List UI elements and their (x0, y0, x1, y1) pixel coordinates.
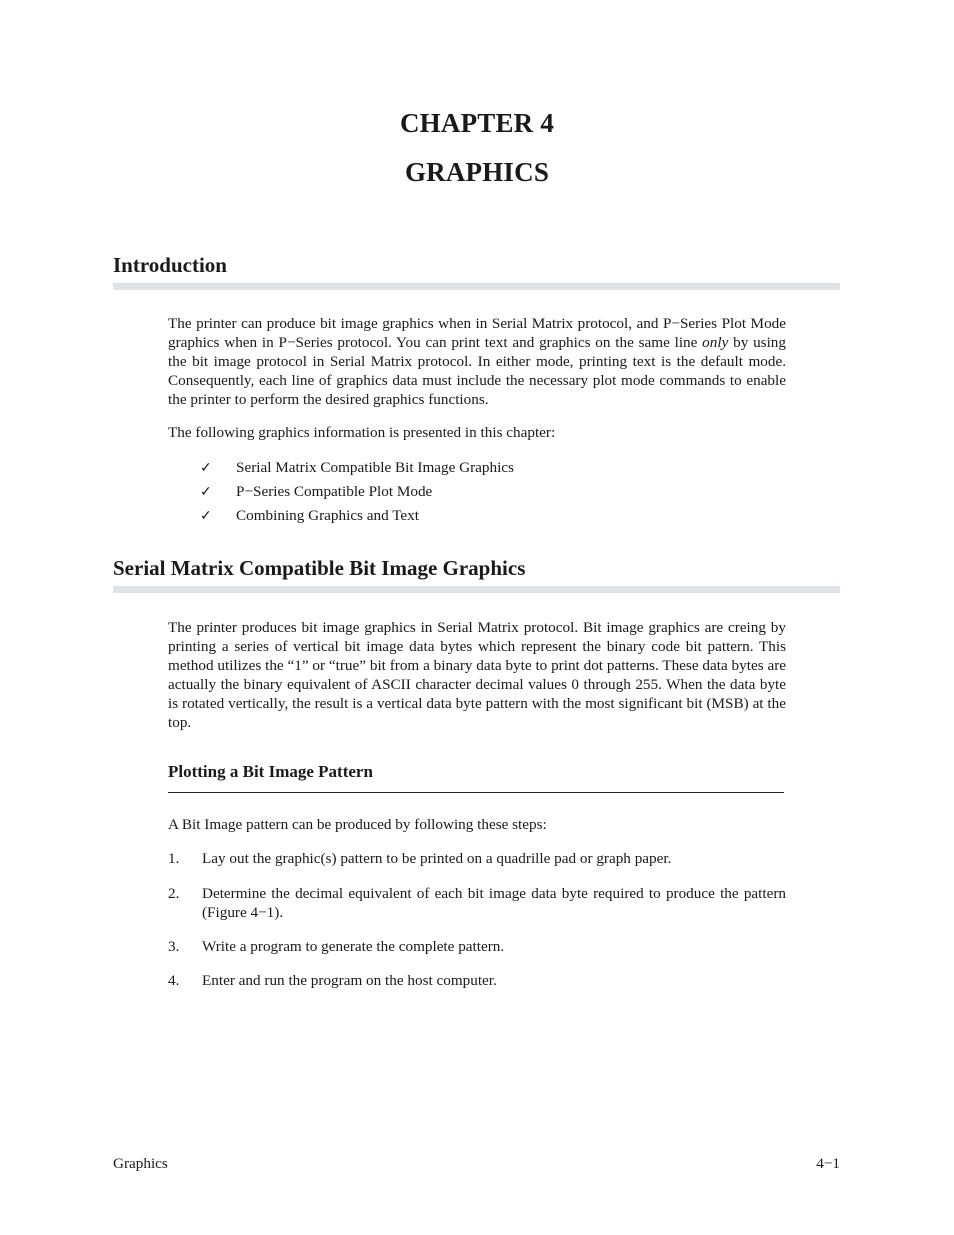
section-divider (113, 586, 840, 593)
intro-paragraph (168, 314, 786, 409)
serial-matrix-paragraph: The printer produces bit image graphics in Serial Matrix protocol. Bit image graphics are creing by printing a series of vertical bit image data bytes which represent the binary code bit pattern. This method utilizes the “1” or “true” bit from a binary data byte to print dot patterns. These data bytes are actually the binary equivalent of ASCII character decimal values 0 through 255. When the data byte is rotated vertically, the result is a vertical data byte pattern with the most significant bit (MSB) at the top. (168, 619, 786, 731)
step-number: 4. (168, 972, 180, 989)
footer-section-name: Graphics (113, 1155, 168, 1172)
list-item-label: Serial Matrix Compatible Bit Image Graphics (236, 459, 514, 476)
section-heading-serial-matrix: Serial Matrix Compatible Bit Image Graphics (113, 556, 526, 580)
section-heading-introduction: Introduction (113, 253, 227, 277)
chapter-title: GRAPHICS (404, 157, 550, 187)
list-item-label: Combining Graphics and Text (236, 507, 419, 524)
subsection-heading-plotting: Plotting a Bit Image Pattern (168, 762, 373, 781)
step-text: Determine the decimal equivalent of each bit image data byte required to produce the pattern (Figure 4−1). (202, 885, 786, 921)
step-item (168, 971, 786, 990)
check-icon: ✓ (200, 461, 212, 476)
check-icon: ✓ (200, 485, 212, 500)
steps-intro: A Bit Image pattern can be produced by following these steps: (168, 816, 547, 833)
step-item (168, 884, 786, 922)
subsection-rule (168, 792, 784, 793)
intro-paragraph-part1: The printer can produce bit image graphics when in Serial Matrix protocol, and P−Series Plot Mode graphics when in P−Series protocol. You can print text and graphics on the same line (168, 315, 786, 351)
step-number: 3. (168, 938, 180, 955)
section-divider (113, 283, 840, 290)
step-text: Enter and run the program on the host computer. (202, 972, 497, 989)
step-item (168, 849, 786, 868)
step-text: Write a program to generate the complete pattern. (202, 938, 505, 955)
intro-emphasis: only (702, 334, 729, 351)
chapter-number: CHAPTER 4 (399, 108, 555, 138)
footer-page-number: 4−1 (816, 1155, 840, 1172)
step-item (168, 937, 786, 956)
step-text: Lay out the graphic(s) pattern to be printed on a quadrille pad or graph paper. (202, 850, 672, 867)
check-icon: ✓ (200, 509, 212, 524)
step-number: 1. (168, 850, 180, 867)
list-item-label: P−Series Compatible Plot Mode (236, 483, 433, 500)
step-number: 2. (168, 885, 180, 902)
intro-paragraph-part2: by using the bit image protocol in Serial Matrix protocol. In either mode, printing text is the default mode. Consequently, each line of graphics data must include the necessary plot mode commands to enable the printer to perform the desired graphics functions. (168, 334, 786, 408)
intro-list-lead: The following graphics information is presented in this chapter: (168, 424, 556, 441)
